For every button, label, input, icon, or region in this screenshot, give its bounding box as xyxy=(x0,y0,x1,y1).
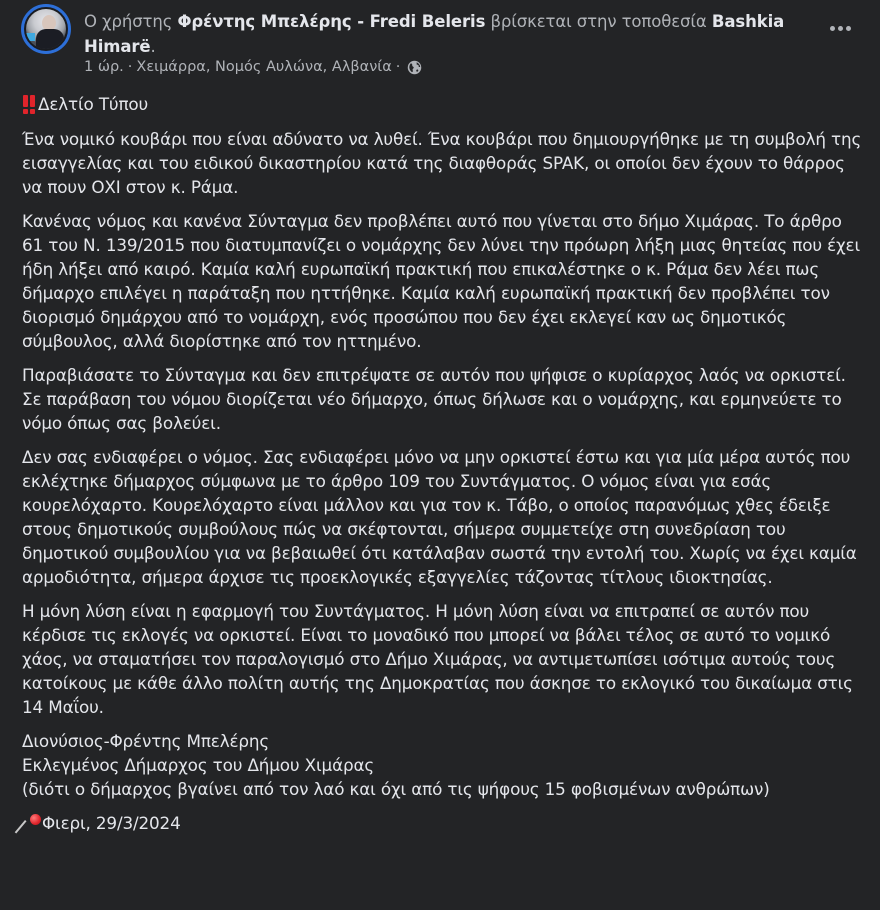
headline-suffix: . xyxy=(150,37,156,56)
round-pushpin-icon xyxy=(22,812,42,834)
place-date-line xyxy=(22,811,862,835)
paragraph-1: Ένα νομικό κουβάρι που είναι αδύνατο να λυθεί. Ένα κουβάρι που δημιουργήθηκε με τη συμβολή της εισαγγελίας και του ειδικού δικαστηρίου κατά της διαφθοράς SPAK, οι οποίοι δεν έχουν το θάρρος να πουν ΟΧΙ στον κ. Ράμα. xyxy=(22,129,862,197)
paragraph-4: Δεν σας ενδιαφέρει ο νόμος. Σας ενδιαφέρει μόνο να μην ορκιστεί έστω και για μία μέρα αυτός που εκλέχτηκε δήμαρχος σύμφωνα με το άρθρο 109 του Συντάγματος. Ο νόμος είναι για εσάς κουρελόχαρτο. Κουρελόχαρτο είναι μάλλον και για τον κ. Τάβο, ο οποίος παρανόμως χθες έδειξε στους δημοτικούς συμβούλους πώς να σκέφτονται, σήμερα συμμετείχε στη συνεδρίαση του δημοτικού συμβουλίου για να βεβαιωθεί ότι κατάλαβαν σωστά την εντολή του. Χωρίς να έχει καμία αρμοδιότητα, σήμερα άρχισε τις προεκλογικές εξαγγελίες τάζοντας τίτλους ιδιοκτησίας. xyxy=(22,447,857,587)
meta-separator: · xyxy=(395,59,401,75)
location-link[interactable]: Bashkia Himarë xyxy=(84,12,785,56)
signature-block xyxy=(22,729,862,801)
press-release-title xyxy=(22,92,862,116)
meta-separator: · xyxy=(127,59,133,75)
signature-role: Εκλεγμένος Δήμαρχος του Δήμου Χιμάρας xyxy=(22,755,375,775)
author-name-link[interactable]: Φρέντης Μπελέρης - Fredi Beleris xyxy=(177,12,486,31)
post-meta xyxy=(84,57,422,77)
post-timestamp-link[interactable]: 1 ώρ. xyxy=(84,59,124,75)
paragraph-5: Η μόνη λύση είναι η εφαρμογή του Συντάγματος. Η μόνη λύση είναι να επιτραπεί σε αυτόν που κέρδισε τις εκλογές να ορκιστεί. Είναι το μοναδικό που μπορεί να βάλει τέλος σε αυτό το νομικό χάος, να σταματήσει τον παραλογισμό στο Δήμο Χιμάρας, να αντιμετωπίσει ισότιμα αυτούς τους κατοίκους με κάθε άλλο πολίτη αυτής της Δημοκρατίας που άσκησε το εκλογικό του δικαίωμα στις 14 Μαΐου. xyxy=(22,601,853,717)
author-avatar[interactable] xyxy=(21,4,71,54)
avatar-photo xyxy=(26,9,66,49)
paragraph-3: Παραβιάσατε το Σύνταγμα και δεν επιτρέψατε σε αυτόν που ψήφισε ο κυρίαρχος λαός να ορκιστεί. Σε παράβαση του νόμου διορίζεται νέο δήμαρχο, όπως δήλωσε και ο νομάρχης, και ερμηνεύετε το νόμο όπως σας βολεύει. xyxy=(22,365,846,433)
more-options-button[interactable] xyxy=(824,16,856,40)
globe-icon[interactable] xyxy=(407,60,422,75)
signature-name: Διονύσιος-Φρέντης Μπελέρης xyxy=(22,731,270,751)
post-body xyxy=(22,92,862,835)
post-header xyxy=(0,0,880,85)
headline-location-phrase: βρίσκεται στην τοποθεσία xyxy=(490,12,707,31)
title-text: Δελτίο Τύπου xyxy=(38,94,149,114)
paragraph-2: Κανένας νόμος και κανένα Σύνταγμα δεν προβλέπει αυτό που γίνεται στο δήμο Χιμάρας. Το άρθρο 61 του Ν. 139/2015 που διατυμπανίζει ο νομάρχης δεν λύνει την πρόωρη λήξη μιας θητείας που έχει ήδη λήξει από καιρό. Καμία καλή ευρωπαϊκή πρακτική που επικαλέστηκε ο κ. Ράμα δεν λέει πως δήμαρχο επιλέγει η παράταξη που ηττήθηκε. Καμία καλή ευρωπαϊκή πρακτική δεν προβλέπει τον διορισμό δημάρχου από το νομάρχη, ενός προσώπου που δεν έχει εκλεγεί καν ως δημοτικός σύμβουλος, αλλά διορίστηκε από τον ηττημένο. xyxy=(22,211,860,351)
place-date-text: Φιερι, 29/3/2024 xyxy=(42,813,181,833)
post-headline xyxy=(84,9,824,59)
double-exclamation-icon xyxy=(22,94,36,114)
signature-note: (διότι ο δήμαρχος βγαίνει από τον λαό και όχι από τις ψήφους 15 φοβισμένων ανθρώπων) xyxy=(22,779,770,799)
headline-prefix: Ο χρήστης xyxy=(84,12,173,31)
more-options-icon xyxy=(830,26,835,31)
post-place: Χειμάρρα, Νομός Αυλώνα, Αλβανία xyxy=(136,59,392,75)
